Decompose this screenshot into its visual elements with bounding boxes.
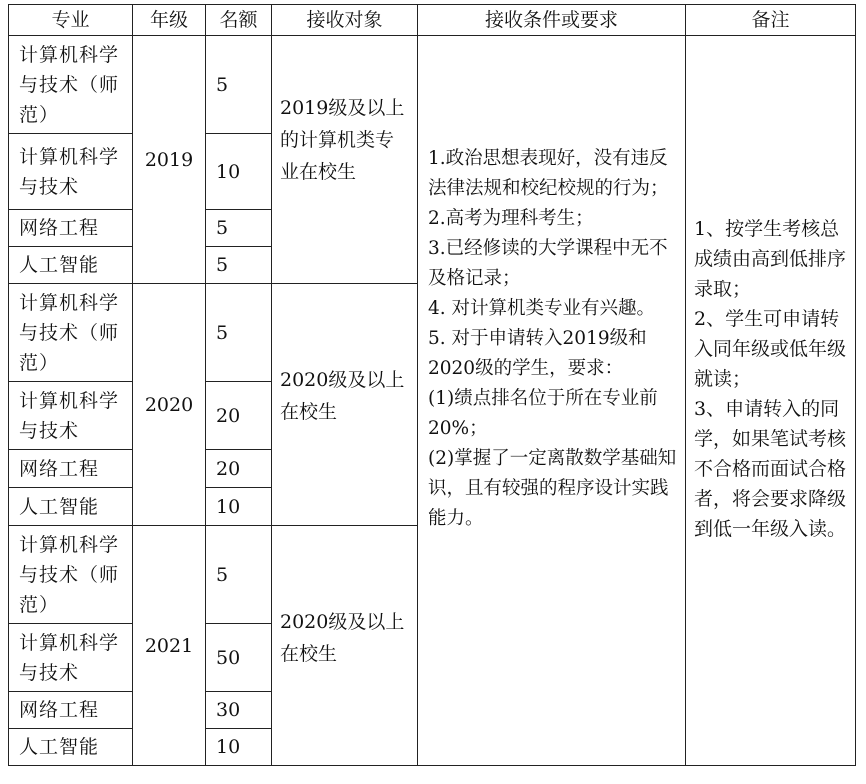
requirement-item: 2.高考为理科考生； bbox=[428, 208, 594, 229]
quota-cell: 5 bbox=[206, 210, 272, 247]
quota-cell: 20 bbox=[206, 450, 272, 488]
year-cell: 2019 bbox=[133, 36, 206, 284]
major-cell: 人工智能 bbox=[9, 247, 133, 284]
quota-cell: 10 bbox=[206, 134, 272, 210]
notes-cell bbox=[686, 36, 856, 766]
major-cell: 人工智能 bbox=[9, 488, 133, 526]
header-requirements: 接收条件或要求 bbox=[418, 5, 686, 36]
target-cell: 2020级及以上在校生 bbox=[272, 526, 418, 766]
header-row bbox=[9, 5, 856, 36]
quota-cell: 5 bbox=[206, 36, 272, 134]
target-cell: 2020级及以上在校生 bbox=[272, 284, 418, 526]
header-year: 年级 bbox=[133, 5, 206, 36]
table-wrapper bbox=[8, 4, 856, 766]
transfer-quota-table bbox=[8, 4, 856, 766]
requirement-item: 4. 对计算机类专业有兴趣。 bbox=[428, 298, 656, 319]
year-cell: 2020 bbox=[133, 284, 206, 526]
quota-cell: 10 bbox=[206, 729, 272, 766]
quota-cell: 50 bbox=[206, 624, 272, 692]
target-cell: 2019级及以上的计算机类专业在校生 bbox=[272, 36, 418, 284]
requirement-item: (1)绩点排名位于所在专业前20%； bbox=[428, 388, 658, 439]
major-cell: 计算机科学与技术 bbox=[9, 134, 133, 210]
header-major: 专业 bbox=[9, 5, 133, 36]
quota-cell: 30 bbox=[206, 692, 272, 729]
major-cell: 网络工程 bbox=[9, 692, 133, 729]
header-target: 接收对象 bbox=[272, 5, 418, 36]
requirement-item: 3.已经修读的大学课程中无不及格记录； bbox=[428, 238, 668, 289]
note-item: 2、学生可申请转入同年级或低年级就读； bbox=[694, 308, 847, 390]
major-cell: 计算机科学与技术 bbox=[9, 382, 133, 450]
major-cell: 人工智能 bbox=[9, 729, 133, 766]
quota-cell: 5 bbox=[206, 247, 272, 284]
requirement-item: (2)掌握了一定离散数学基础知识，且有较强的程序设计实践能力。 bbox=[428, 448, 677, 529]
quota-cell: 5 bbox=[206, 526, 272, 624]
major-cell: 网络工程 bbox=[9, 450, 133, 488]
year-cell: 2021 bbox=[133, 526, 206, 766]
major-cell: 网络工程 bbox=[9, 210, 133, 247]
major-cell: 计算机科学与技术 bbox=[9, 624, 133, 692]
note-item: 3、申请转入的同学，如果笔试考核不合格而面试合格者，将会要求降级到低一年级入读。 bbox=[694, 398, 847, 540]
quota-cell: 5 bbox=[206, 284, 272, 382]
table-row bbox=[9, 36, 856, 134]
major-cell: 计算机科学与技术（师范） bbox=[9, 526, 133, 624]
quota-cell: 10 bbox=[206, 488, 272, 526]
major-cell: 计算机科学与技术（师范） bbox=[9, 36, 133, 134]
header-quota: 名额 bbox=[206, 5, 272, 36]
header-notes: 备注 bbox=[686, 5, 856, 36]
requirement-item: 1.政治思想表现好，没有违反法律法规和校纪校规的行为； bbox=[428, 148, 669, 199]
requirements-cell bbox=[418, 36, 686, 766]
requirement-item: 5. 对于申请转入2019级和2020级的学生，要求： bbox=[428, 328, 647, 379]
quota-cell: 20 bbox=[206, 382, 272, 450]
note-item: 1、按学生考核总成绩由高到低排序录取； bbox=[694, 218, 847, 300]
major-cell: 计算机科学与技术（师范） bbox=[9, 284, 133, 382]
